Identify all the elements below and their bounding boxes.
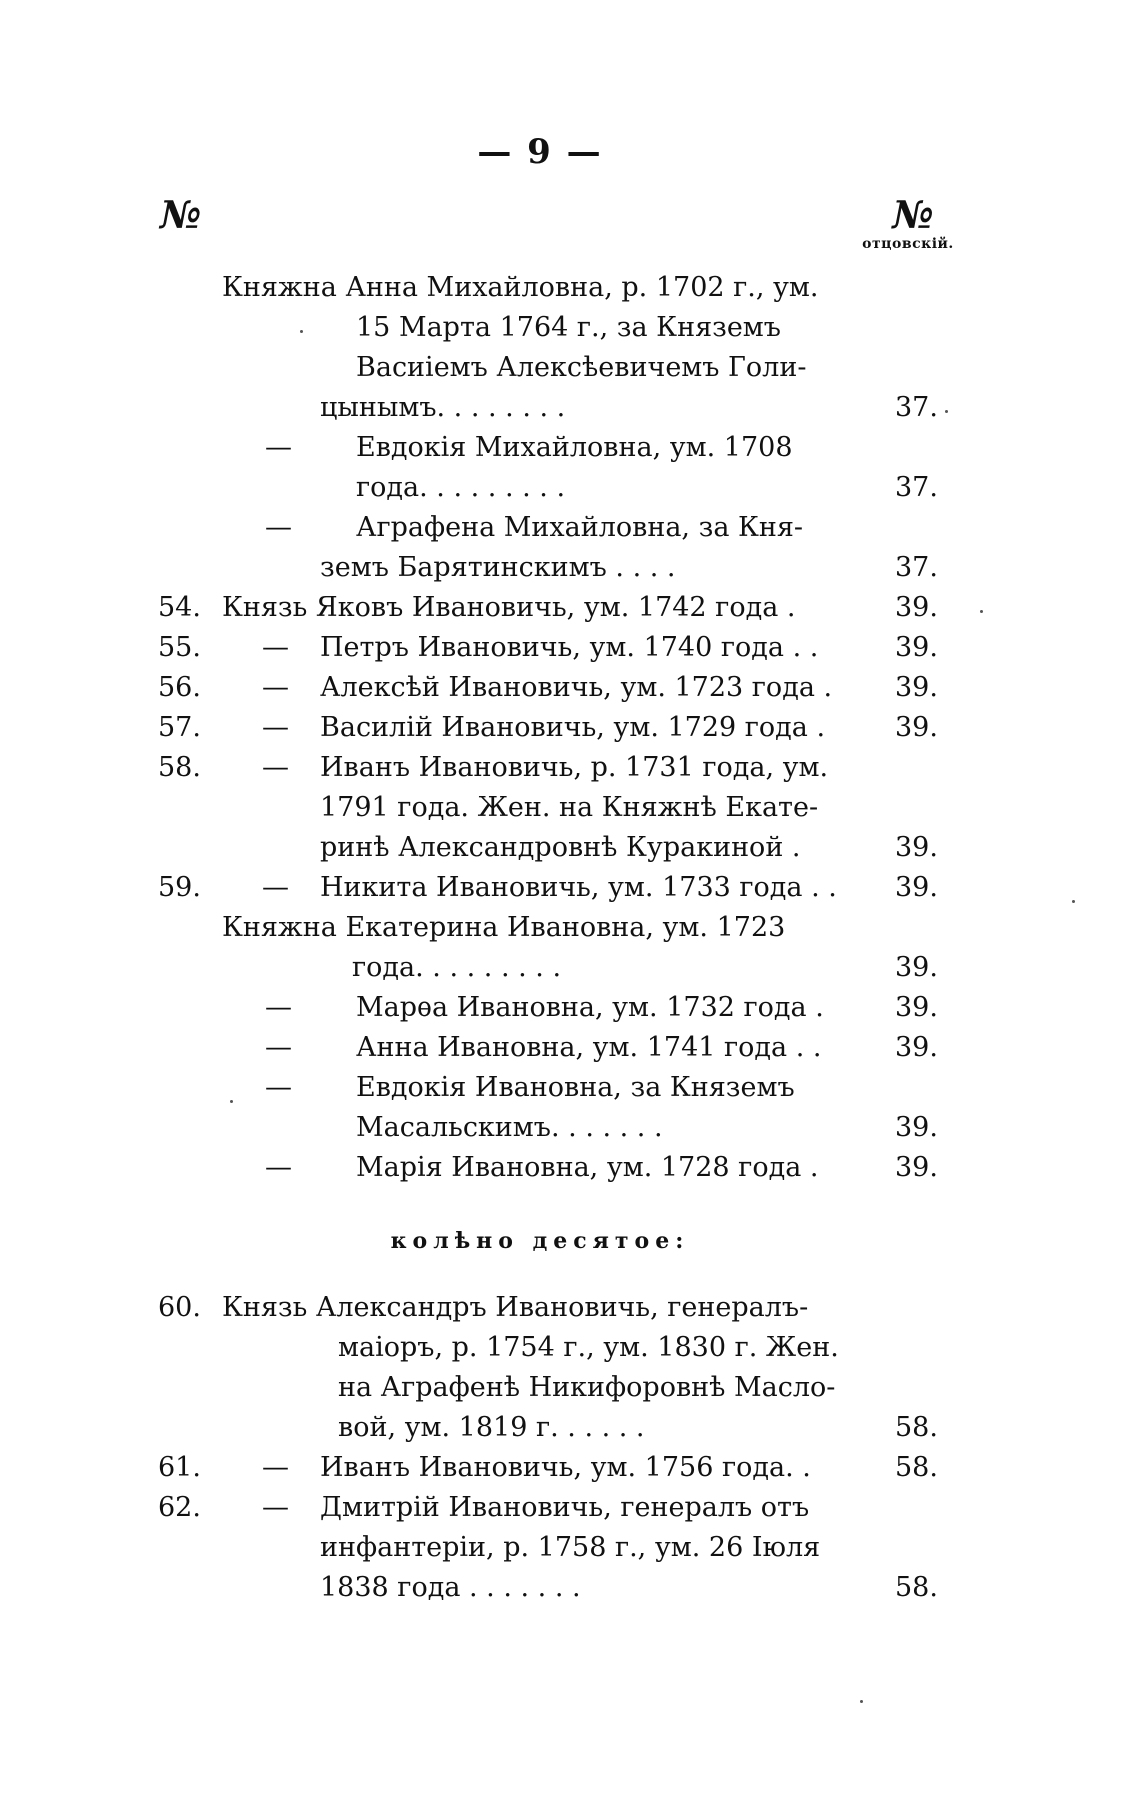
- entry-dash: —: [262, 1452, 289, 1483]
- entry-line: [0, 1570, 1000, 1606]
- entry-line: [0, 630, 1000, 666]
- entry-text: Иванъ Ивановичь, р. 1731 года, ум.: [320, 752, 829, 783]
- entry-line: [0, 910, 1000, 946]
- entry-line: [0, 430, 1000, 466]
- scan-speck: [860, 1700, 863, 1703]
- entry-dash: —: [262, 712, 289, 743]
- entry-line: [0, 1030, 1000, 1066]
- entry-number: 54.: [158, 592, 201, 623]
- column-number-right: №: [892, 192, 934, 237]
- entry-number: 58.: [158, 752, 201, 783]
- scan-speck: [230, 1100, 233, 1103]
- entry-text: цынымъ. . . . . . . .: [320, 392, 566, 423]
- entry-ref: 58.: [895, 1412, 938, 1443]
- entry-line: [0, 1330, 1000, 1366]
- entry-dash: —: [265, 432, 292, 463]
- entry-ref: 39.: [895, 1032, 938, 1063]
- entry-text: 1838 года . . . . . . .: [320, 1572, 581, 1603]
- entry-text: Алексѣй Ивановичь, ум. 1723 года .: [320, 672, 833, 703]
- column-number-right-caption: отцовскій.: [862, 236, 954, 252]
- entry-text: вой, ум. 1819 г. . . . . .: [338, 1412, 645, 1443]
- entry-line: [0, 1530, 1000, 1566]
- scan-speck: [980, 610, 983, 613]
- entry-dash: —: [265, 512, 292, 543]
- entry-ref: 39.: [895, 632, 938, 663]
- entry-ref: 39.: [895, 832, 938, 863]
- entry-ref: 39.: [895, 672, 938, 703]
- entry-ref: 39.: [895, 1112, 938, 1143]
- entry-line: [0, 790, 1000, 826]
- entry-text: Евдокія Ивановна, за Княземъ: [356, 1072, 795, 1103]
- entry-text: Василій Ивановичь, ум. 1729 года .: [320, 712, 826, 743]
- column-number-left: №: [160, 192, 202, 237]
- entry-ref: 58.: [895, 1452, 938, 1483]
- entry-ref: 39.: [895, 712, 938, 743]
- entry-line: [0, 310, 1000, 346]
- entry-text: маіоръ, р. 1754 г., ум. 1830 г. Жен.: [338, 1332, 839, 1363]
- entry-line: [0, 1070, 1000, 1106]
- scan-speck: [945, 410, 948, 413]
- entry-ref: 37.: [895, 472, 938, 503]
- entry-text: Дмитрій Ивановичь, генералъ отъ: [320, 1492, 810, 1523]
- entry-text: Никита Ивановичь, ум. 1733 года . .: [320, 872, 837, 903]
- entry-line: [0, 1150, 1000, 1186]
- entry-line: [0, 1490, 1000, 1526]
- scan-speck: [1072, 900, 1075, 903]
- entry-line: [0, 950, 1000, 986]
- entry-line: [0, 710, 1000, 746]
- entry-text: 15 Марта 1764 г., за Княземъ: [356, 312, 781, 343]
- entry-line: [0, 750, 1000, 786]
- entry-text: Князь Александръ Ивановичь, генералъ-: [222, 1292, 809, 1323]
- entry-dash: —: [262, 1492, 289, 1523]
- entry-ref: 37.: [895, 552, 938, 583]
- entry-line: [0, 550, 1000, 586]
- entry-line: [0, 1290, 1000, 1326]
- section-heading: колѣно десятое:: [390, 1228, 690, 1254]
- entry-line: [0, 870, 1000, 906]
- entry-dash: —: [262, 632, 289, 663]
- entry-number: 59.: [158, 872, 201, 903]
- entry-text: Князь Яковъ Ивановичь, ум. 1742 года .: [222, 592, 796, 623]
- entry-line: [0, 470, 1000, 506]
- scan-speck: [300, 330, 303, 333]
- entry-line: [0, 670, 1000, 706]
- entry-ref: 39.: [895, 872, 938, 903]
- entry-text: года. . . . . . . . .: [356, 472, 566, 503]
- entry-text: ринѣ Александровнѣ Куракиной .: [320, 832, 801, 863]
- entry-number: 56.: [158, 672, 201, 703]
- entry-text: на Аграфенѣ Никифоровнѣ Масло-: [338, 1372, 836, 1403]
- entry-line: [0, 590, 1000, 626]
- entry-line: [0, 990, 1000, 1026]
- entry-line: [0, 270, 1000, 306]
- entry-dash: —: [262, 752, 289, 783]
- entry-number: 55.: [158, 632, 201, 663]
- entry-number: 57.: [158, 712, 201, 743]
- entry-number: 60.: [158, 1292, 201, 1323]
- entry-text: Аграфена Михайловна, за Кня-: [356, 512, 804, 543]
- entry-dash: —: [262, 872, 289, 903]
- page-number: — 9 —: [477, 132, 603, 172]
- entry-text: Евдокія Михайловна, ум. 1708: [356, 432, 793, 463]
- entry-text: Иванъ Ивановичь, ум. 1756 года. .: [320, 1452, 811, 1483]
- entry-dash: —: [265, 992, 292, 1023]
- entry-ref: 39.: [895, 1152, 938, 1183]
- entry-text: 1791 года. Жен. на Княжнѣ Екате-: [320, 792, 819, 823]
- entry-ref: 58.: [895, 1572, 938, 1603]
- entry-ref: 39.: [895, 952, 938, 983]
- entry-text: Марѳа Ивановна, ум. 1732 года .: [356, 992, 824, 1023]
- entry-text: года. . . . . . . . .: [352, 952, 562, 983]
- entry-text: Васиіемъ Алексѣевичемъ Голи-: [356, 352, 807, 383]
- entry-number: 62.: [158, 1492, 201, 1523]
- entry-text: инфантеріи, р. 1758 г., ум. 26 Іюля: [320, 1532, 821, 1563]
- entry-ref: 39.: [895, 592, 938, 623]
- entry-text: Марія Ивановна, ум. 1728 года .: [356, 1152, 819, 1183]
- entry-dash: —: [265, 1072, 292, 1103]
- entry-line: [0, 390, 1000, 426]
- entry-line: [0, 1450, 1000, 1486]
- entry-line: [0, 1370, 1000, 1406]
- entry-number: 61.: [158, 1452, 201, 1483]
- entry-dash: —: [262, 672, 289, 703]
- entry-text: Княжна Анна Михайловна, р. 1702 г., ум.: [222, 272, 819, 303]
- entry-text: Анна Ивановна, ум. 1741 года . .: [356, 1032, 822, 1063]
- entry-line: [0, 510, 1000, 546]
- entry-text: Масальскимъ. . . . . . .: [356, 1112, 663, 1143]
- entry-line: [0, 1410, 1000, 1446]
- entry-line: [0, 350, 1000, 386]
- entry-text: земъ Барятинскимъ . . . .: [320, 552, 676, 583]
- entry-dash: —: [265, 1032, 292, 1063]
- entry-line: [0, 1110, 1000, 1146]
- entry-text: Петръ Ивановичь, ум. 1740 года . .: [320, 632, 819, 663]
- entry-ref: 39.: [895, 992, 938, 1023]
- entry-text: Княжна Екатерина Ивановна, ум. 1723: [222, 912, 786, 943]
- entry-dash: —: [265, 1152, 292, 1183]
- entry-ref: 37.: [895, 392, 938, 423]
- entry-line: [0, 830, 1000, 866]
